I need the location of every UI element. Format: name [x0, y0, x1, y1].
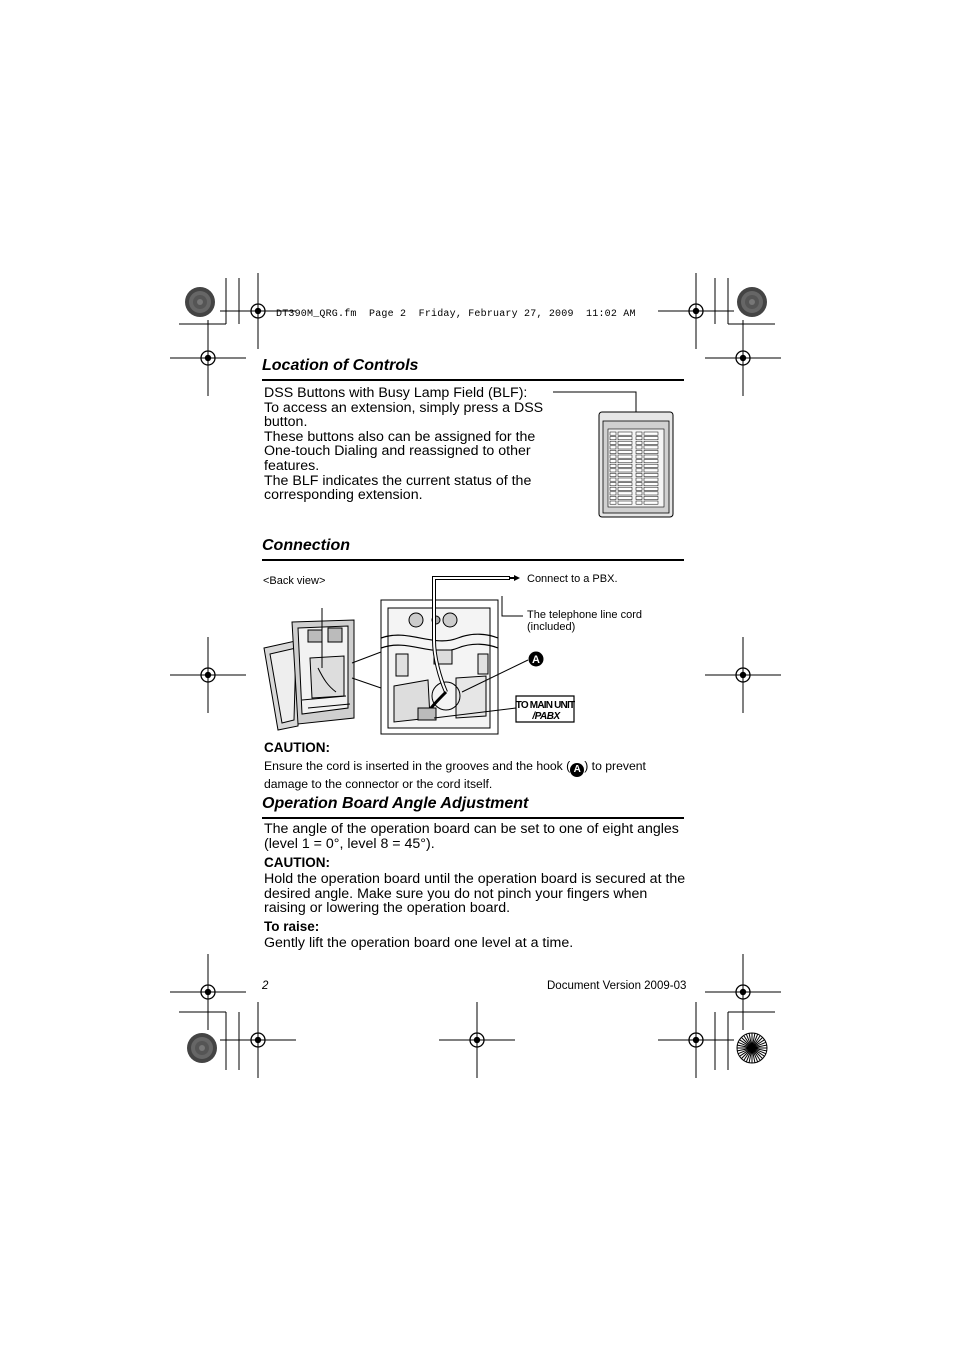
- cord-label-line1: The telephone line cord: [527, 609, 642, 621]
- dss-button: [644, 483, 658, 486]
- dss-button: [636, 460, 642, 463]
- jack-label-line2: /PABX: [532, 711, 560, 722]
- dss-button: [610, 441, 616, 444]
- connection-diagram: [258, 568, 688, 740]
- angle-caution-line: desired angle. Make sure you do not pinch your fingers when: [264, 885, 648, 902]
- dss-button: [610, 437, 616, 440]
- dss-button: [618, 441, 632, 444]
- dss-button: [644, 460, 658, 463]
- caution-marker-a: A: [570, 763, 584, 777]
- dss-button: [610, 483, 616, 486]
- section-title-connection: Connection: [262, 537, 350, 554]
- dss-button: [610, 473, 616, 476]
- angle-intro-line: (level 1 = 0°, level 8 = 45°).: [264, 835, 435, 852]
- raise-heading: To raise:: [264, 919, 320, 934]
- cord-label-line2: (included): [527, 621, 576, 633]
- dss-button: [644, 501, 658, 504]
- raise-text: Gently lift the operation board one level at a time.: [264, 935, 574, 951]
- dss-button: [618, 450, 632, 453]
- angle-intro: [264, 822, 689, 851]
- angle-intro-line: The angle of the operation board can be set to one of eight angles: [264, 821, 679, 837]
- dss-button: [610, 487, 616, 490]
- dss-button: [610, 464, 616, 467]
- jack-label-line1: TO MAIN UNIT: [515, 700, 575, 711]
- location-paragraph: The BLF indicates the current status of the corresponding extension.: [264, 472, 532, 504]
- dss-button: [618, 455, 632, 458]
- caution-text-line2: damage to the connector or the cord itself.: [264, 777, 493, 791]
- dss-button: [636, 446, 642, 449]
- dss-button: [610, 469, 616, 472]
- dss-button: [644, 464, 658, 467]
- connection-caution-heading: CAUTION:: [264, 740, 330, 755]
- dss-button: [618, 460, 632, 463]
- dss-button: [610, 501, 616, 504]
- dss-button: [644, 473, 658, 476]
- angle-caution-text: [264, 872, 689, 916]
- dss-button: [636, 455, 642, 458]
- document-version: Document Version 2009-03: [547, 980, 687, 992]
- dss-button: [610, 496, 616, 499]
- dss-button: [636, 492, 642, 495]
- angle-caution-line: raising or lowering the operation board.: [264, 900, 511, 917]
- dss-button: [636, 483, 642, 486]
- dss-button: [644, 487, 658, 490]
- dss-button: [618, 492, 632, 495]
- dss-button: [618, 446, 632, 449]
- dss-button: [644, 432, 658, 435]
- back-view-label: <Back view>: [263, 575, 326, 587]
- dss-button: [636, 496, 642, 499]
- dss-console-illustration: [550, 385, 680, 521]
- dss-button: [636, 487, 642, 490]
- dss-button: [618, 496, 632, 499]
- dss-button: [636, 469, 642, 472]
- dss-button: [618, 437, 632, 440]
- dss-button: [644, 441, 658, 444]
- dss-button: [644, 469, 658, 472]
- dss-button: [644, 455, 658, 458]
- file-header: DT390M_QRG.fm Page 2 Friday, February 27, 2009 11:02 AM: [276, 309, 636, 320]
- dss-button: [636, 473, 642, 476]
- hook-marker-a-label: A: [532, 654, 540, 666]
- dss-button: [636, 478, 642, 481]
- dss-button: [636, 464, 642, 467]
- section-title-location: Location of Controls: [262, 357, 419, 374]
- dss-button: [610, 492, 616, 495]
- dss-button: [618, 469, 632, 472]
- dss-button: [618, 432, 632, 435]
- dss-button: [618, 483, 632, 486]
- dss-button: [636, 501, 642, 504]
- connection-caution-text: [264, 759, 684, 792]
- dss-button: [644, 446, 658, 449]
- caution-text-before: Ensure the cord is inserted in the grooves and the hook (: [264, 759, 571, 773]
- dss-button: [644, 437, 658, 440]
- dss-button: [644, 450, 658, 453]
- section-rule: [262, 379, 684, 381]
- dss-button: [618, 487, 632, 490]
- phone-back-view: [264, 608, 354, 730]
- section-title-angle: Operation Board Angle Adjustment: [262, 795, 529, 812]
- dss-button: [618, 473, 632, 476]
- dss-button: [618, 478, 632, 481]
- dss-button: [618, 464, 632, 467]
- page-number: 2: [262, 980, 269, 992]
- dss-button: [636, 437, 642, 440]
- location-paragraph: These buttons also can be assigned for the One-touch Dialing and reassigned to other features.: [264, 428, 536, 474]
- angle-caution-line: Hold the operation board until the operation board is secured at the: [264, 871, 686, 887]
- dss-button: [644, 496, 658, 499]
- dss-button: [610, 455, 616, 458]
- location-text: [264, 386, 554, 503]
- section-rule: [262, 817, 684, 819]
- dss-button: [644, 492, 658, 495]
- dss-button: [636, 450, 642, 453]
- section-rule: [262, 559, 684, 561]
- location-paragraph: To access an extension, simply press a DSS button.: [264, 399, 544, 431]
- dss-button: [644, 478, 658, 481]
- dss-button: [610, 450, 616, 453]
- dss-button: [610, 446, 616, 449]
- dss-button: [610, 460, 616, 463]
- dss-button: [636, 432, 642, 435]
- dss-button: [610, 432, 616, 435]
- location-paragraph: DSS Buttons with Busy Lamp Field (BLF):: [264, 385, 528, 401]
- connect-pbx-label: Connect to a PBX.: [527, 573, 618, 585]
- caution-text-after: ) to prevent: [584, 759, 646, 773]
- dss-button: [636, 441, 642, 444]
- angle-caution-heading: CAUTION:: [264, 855, 330, 870]
- dss-button: [610, 478, 616, 481]
- dss-button: [618, 501, 632, 504]
